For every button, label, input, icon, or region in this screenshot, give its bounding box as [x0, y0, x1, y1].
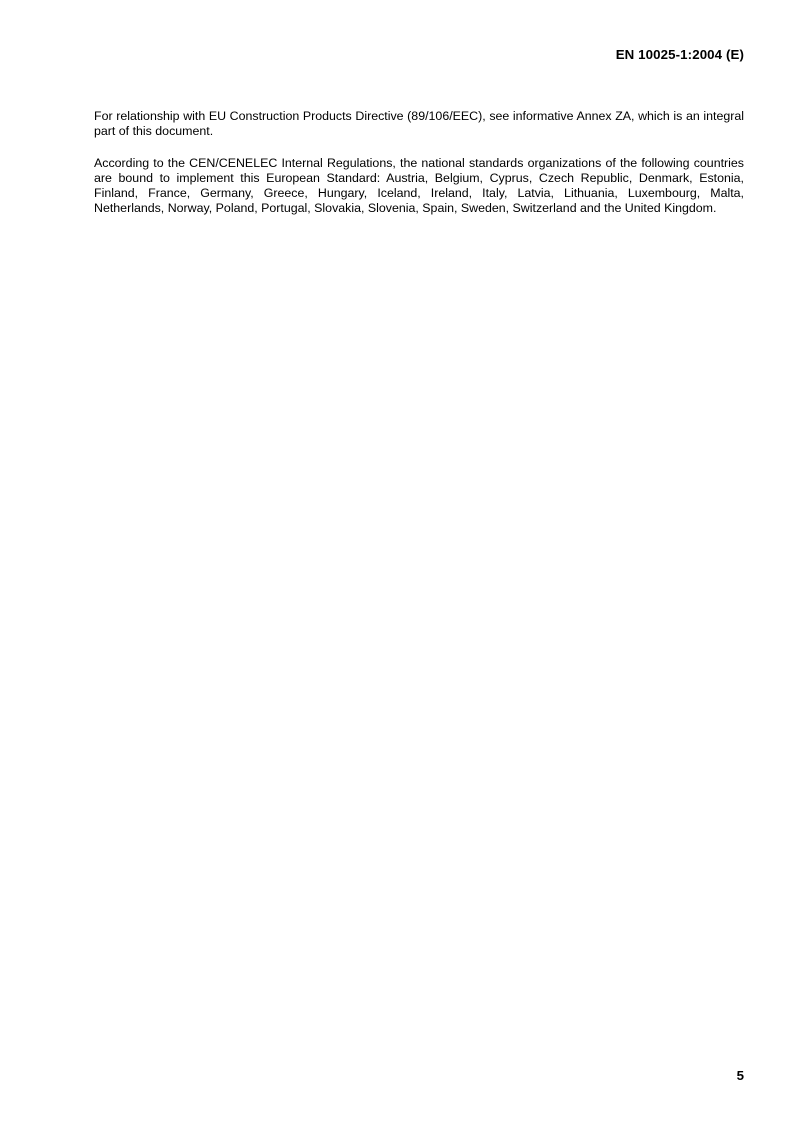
- page-number: 5: [736, 1068, 744, 1083]
- paragraph-member-countries: According to the CEN/CENELEC Internal Regulations, the national standards organizations of the following countries are bound to implement this European Standard: Austria, Belgium, Cyprus, Czech Republic, Denmark, Estonia, Finland, France, Germany, Greece, Hungary, Iceland, Ireland, Italy, Latvia, Lithuania, Luxembourg, Malta, Netherlands, Norway, Poland, Portugal, Slovakia, Slovenia, Spain, Sweden, Switzerland and the United Kingdom.: [94, 155, 744, 216]
- body-text: [94, 109, 744, 233]
- paragraph-directive-relationship: For relationship with EU Construction Products Directive (89/106/EEC), see informative Annex ZA, which is an integral part of this document.: [94, 109, 744, 139]
- document-id-header: EN 10025-1:2004 (E): [615, 47, 744, 62]
